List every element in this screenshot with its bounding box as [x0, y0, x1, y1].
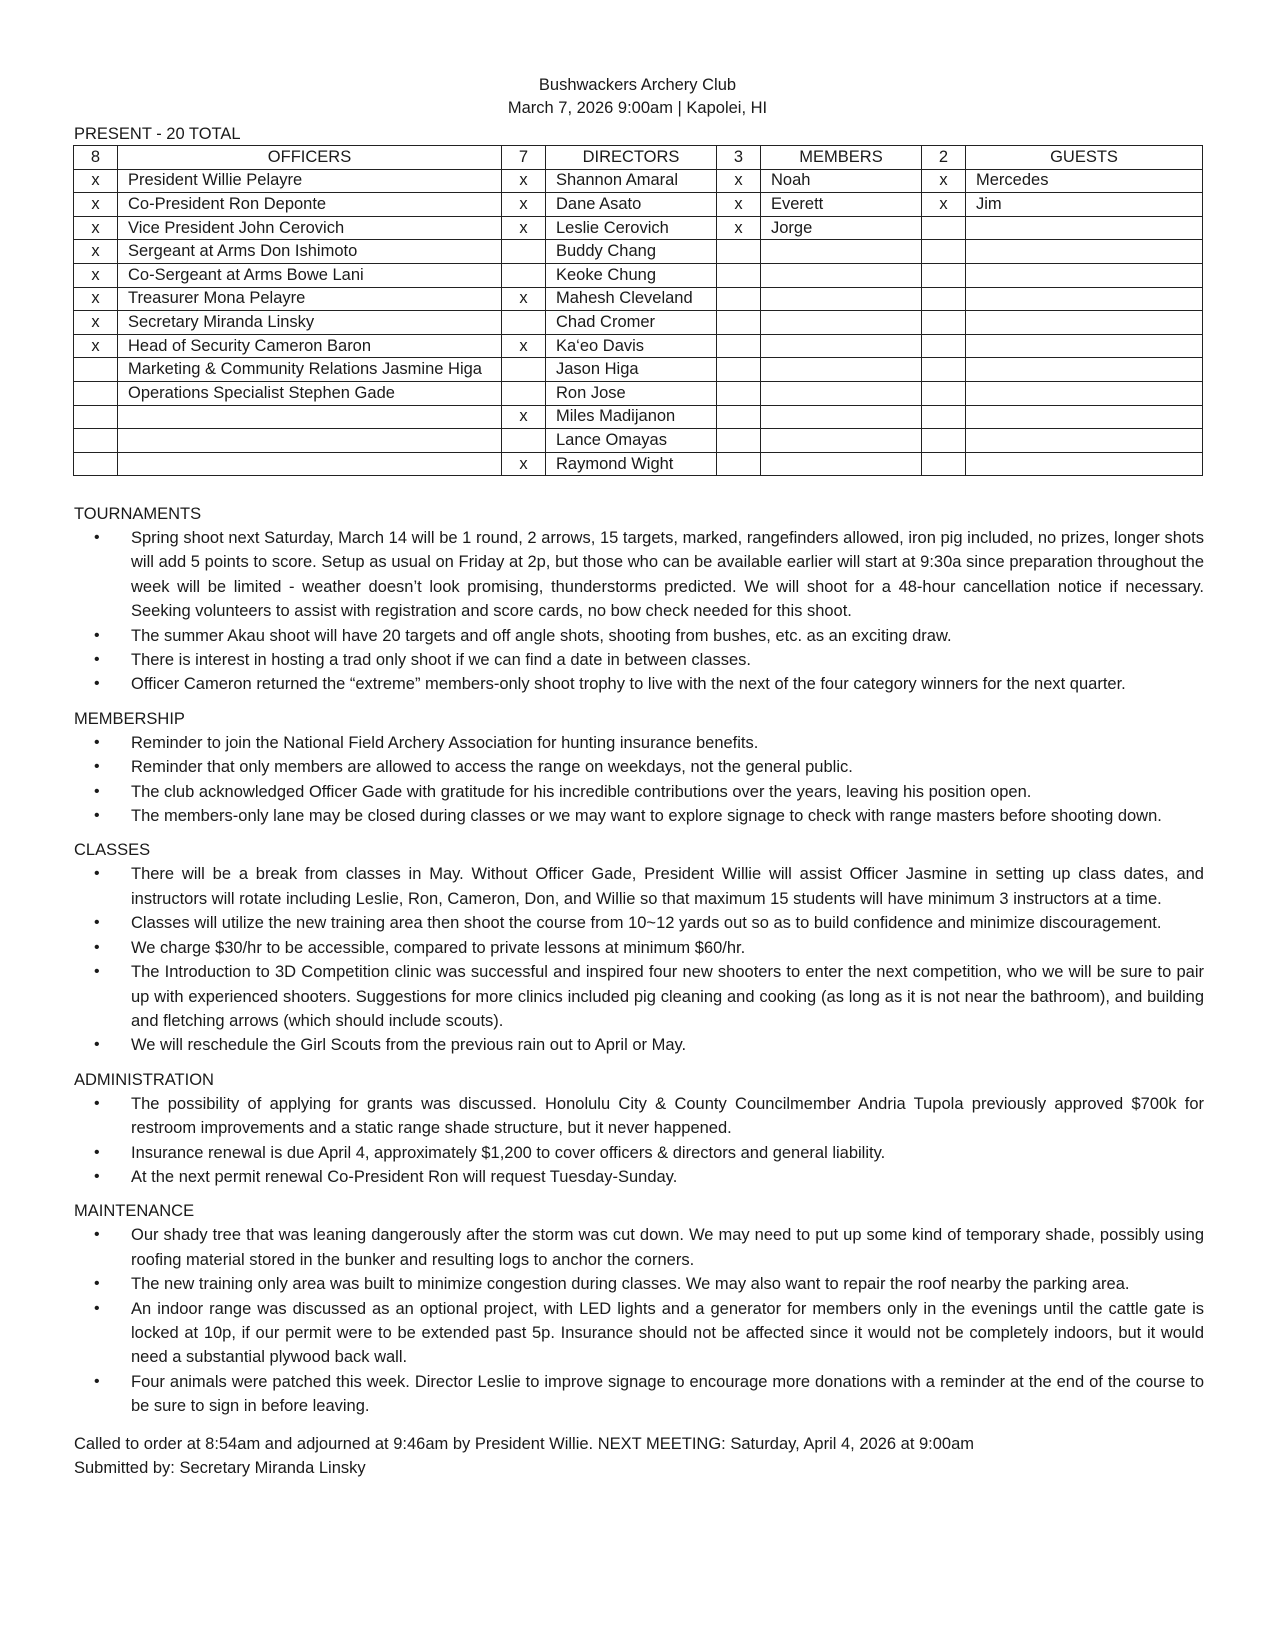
attendance-header-row	[74, 146, 1203, 170]
attendance-row	[74, 381, 1203, 405]
list-item	[74, 624, 1204, 648]
list-item-text: The Introduction to 3D Competition clinic was successful and inspired four new shooters to enter the next competition, who we will be sure to pair up with experienced shooters. Suggestions for more clinics included pig cleaning and cooking (as long as it is not near the bathroom), and building and fletching arrows (which should include scouts).	[131, 963, 1204, 1030]
guest-check-cell	[922, 216, 966, 240]
bullet-icon: •	[94, 914, 100, 932]
minutes-body	[74, 502, 1204, 1480]
list-item-text: An indoor range was discussed as an optional project, with LED lights and a generator for members only in the evenings until the cattle gate is locked at 10p, if our permit were to be extended past 5p. Insurance should not be affected since it would not be completely indoors, but it would need a substantial plywood back wall.	[131, 1299, 1204, 1367]
director-check-cell	[502, 381, 546, 405]
member-name-cell	[761, 405, 922, 429]
member-check-cell	[717, 429, 761, 453]
member-check-cell: x	[717, 193, 761, 217]
list-item	[74, 936, 1204, 960]
header-director-name: DIRECTORS	[546, 146, 717, 170]
guest-name-cell	[966, 263, 1203, 287]
section-membership	[74, 707, 1204, 829]
member-check-cell: x	[717, 216, 761, 240]
list-item	[74, 1033, 1204, 1057]
list-item-text: The new training only area was built to minimize congestion during classes. We may also want to repair the roof nearby the parking area.	[131, 1275, 1130, 1294]
guest-check-cell	[922, 311, 966, 335]
guest-name-cell	[966, 381, 1203, 405]
bullet-icon: •	[94, 1226, 100, 1244]
list-item	[74, 731, 1204, 755]
officer-check-cell: x	[74, 334, 118, 358]
guest-check-cell	[922, 240, 966, 264]
director-name-cell: Shannon Amaral	[546, 169, 717, 193]
attendance-row	[74, 216, 1203, 240]
bullet-icon: •	[94, 938, 100, 956]
guest-name-cell: Jim	[966, 193, 1203, 217]
header-guest-check: 2	[922, 146, 966, 170]
officer-name-cell: Co-President Ron Deponte	[118, 193, 502, 217]
header-director-check: 7	[502, 146, 546, 170]
guest-check-cell	[922, 405, 966, 429]
member-check-cell	[717, 311, 761, 335]
list-item	[74, 1141, 1204, 1165]
attendance-row	[74, 287, 1203, 311]
officer-name-cell	[118, 405, 502, 429]
guest-name-cell	[966, 311, 1203, 335]
director-check-cell	[502, 358, 546, 382]
bullet-icon: •	[94, 1036, 100, 1054]
club-name: Bushwackers Archery Club	[538, 76, 737, 94]
list-item	[74, 960, 1204, 1033]
director-check-cell	[502, 311, 546, 335]
list-item-text: The summer Akau shoot will have 20 targets and off angle shots, shooting from bushes, etc. as an exciting draw.	[131, 626, 952, 645]
member-name-cell	[761, 358, 922, 382]
bullet-icon: •	[94, 1143, 100, 1161]
list-item-text: We charge $30/hr to be accessible, compared to private lessons at minimum $60/hr.	[131, 938, 746, 957]
director-name-cell: Chad Cromer	[546, 311, 717, 335]
list-item-text: We will reschedule the Girl Scouts from the previous rain out to April or May.	[131, 1036, 687, 1055]
list-item	[74, 1297, 1204, 1370]
bullet-icon: •	[94, 865, 100, 883]
list-item	[74, 780, 1204, 804]
member-name-cell	[761, 263, 922, 287]
officer-name-cell	[118, 429, 502, 453]
section-title: MAINTENANCE	[74, 1202, 195, 1221]
officer-check-cell	[74, 405, 118, 429]
guest-name-cell: Mercedes	[966, 169, 1203, 193]
director-check-cell	[502, 429, 546, 453]
member-check-cell	[717, 287, 761, 311]
list-item	[74, 1092, 1204, 1141]
bullet-icon: •	[94, 651, 100, 669]
list-item-text: Four animals were patched this week. Director Leslie to improve signage to encourage more donations with a reminder at the end of the course to be sure to sign in before leaving.	[131, 1372, 1204, 1416]
attendance-table	[73, 145, 1203, 476]
list-item-text: Reminder that only members are allowed to access the range on weekdays, not the general public.	[131, 758, 853, 777]
director-check-cell: x	[502, 193, 546, 217]
attendance-row	[74, 452, 1203, 476]
attendance-row	[74, 311, 1203, 335]
director-check-cell: x	[502, 405, 546, 429]
officer-check-cell	[74, 381, 118, 405]
guest-check-cell	[922, 263, 966, 287]
list-item	[74, 862, 1204, 911]
guest-name-cell	[966, 287, 1203, 311]
member-name-cell: Noah	[761, 169, 922, 193]
guest-name-cell	[966, 405, 1203, 429]
officer-check-cell: x	[74, 193, 118, 217]
member-check-cell: x	[717, 169, 761, 193]
list-item	[74, 1370, 1204, 1419]
bullet-icon: •	[94, 963, 100, 981]
guest-name-cell	[966, 240, 1203, 264]
officer-name-cell: Sergeant at Arms Don Ishimoto	[118, 240, 502, 264]
list-item-text: Reminder to join the National Field Archery Association for hunting insurance benefits.	[131, 733, 759, 752]
list-item-text: Officer Cameron returned the “extreme” members-only shoot trophy to live with the next of the four category winners for the next quarter.	[131, 675, 1126, 694]
list-item-text: At the next permit renewal Co-President Ron will request Tuesday-Sunday.	[131, 1167, 678, 1186]
member-check-cell	[717, 263, 761, 287]
submitted-by-line: Submitted by: Secretary Miranda Linsky	[74, 1458, 366, 1477]
director-check-cell: x	[502, 216, 546, 240]
guest-name-cell	[966, 452, 1203, 476]
list-item-text: Spring shoot next Saturday, March 14 will be 1 round, 2 arrows, 15 targets, marked, rangefinders allowed, iron pig included, no prizes, longer shots will add 5 points to score. Setup as usual on Friday at 2p, but those who can be available earlier will start at 9:30a since preparation throughout the week will be limited - weather doesn’t look promising, thunderstorms predicted. We will shoot for a 48-hour cancellation notice if necessary. Seeking volunteers to assist with registration and score cards, no bow check needed for this shoot.	[131, 529, 1204, 621]
bullet-icon: •	[94, 782, 100, 800]
bullet-icon: •	[94, 529, 100, 546]
director-name-cell: Ron Jose	[546, 381, 717, 405]
member-check-cell	[717, 358, 761, 382]
director-name-cell: Ka‘eo Davis	[546, 334, 717, 358]
member-name-cell	[761, 287, 922, 311]
bullet-list	[74, 526, 1204, 697]
list-item-text: The club acknowledged Officer Gade with gratitude for his incredible contributions over the years, leaving his position open.	[131, 782, 1032, 801]
section-title: CLASSES	[74, 841, 151, 860]
list-item-text: Classes will utilize the new training area then shoot the course from 10~12 yards out so as to build confidence and minimize discouragement.	[131, 914, 1162, 933]
adjournment-line: Called to order at 8:54am and adjourned at 9:46am by President Willie. NEXT MEETING: Saturday, April 4, 2026 at 9:00am	[74, 1434, 975, 1453]
section-administration	[74, 1068, 1204, 1190]
director-check-cell	[502, 240, 546, 264]
officer-check-cell: x	[74, 216, 118, 240]
member-check-cell	[717, 240, 761, 264]
officer-name-cell: Secretary Miranda Linsky	[118, 311, 502, 335]
director-name-cell: Keoke Chung	[546, 263, 717, 287]
guest-check-cell	[922, 287, 966, 311]
member-name-cell	[761, 452, 922, 476]
member-name-cell: Everett	[761, 193, 922, 217]
bullet-icon: •	[94, 1167, 100, 1185]
director-name-cell: Buddy Chang	[546, 240, 717, 264]
attendance-row	[74, 429, 1203, 453]
list-item	[74, 1165, 1204, 1189]
list-item	[74, 526, 1204, 624]
bullet-icon: •	[94, 1372, 100, 1390]
officer-check-cell: x	[74, 240, 118, 264]
officer-check-cell: x	[74, 169, 118, 193]
attendance-row	[74, 334, 1203, 358]
member-name-cell	[761, 429, 922, 453]
header-member-check: 3	[717, 146, 761, 170]
bullet-icon: •	[94, 758, 100, 776]
officer-name-cell: Vice President John Cerovich	[118, 216, 502, 240]
guest-name-cell	[966, 334, 1203, 358]
attendance-row	[74, 263, 1203, 287]
list-item-text: There will be a break from classes in May. Without Officer Gade, President Willie will assist Officer Jasmine in setting up class dates, and instructors will rotate including Leslie, Ron, Cameron, Don, and Willie so that maximum 15 students will have minimum 3 instructors at a time.	[131, 865, 1204, 908]
meeting-date-location: March 7, 2026 9:00am | Kapolei, HI	[507, 99, 768, 117]
bullet-list	[74, 1092, 1204, 1190]
list-item-text: Insurance renewal is due April 4, approximately $1,200 to cover officers & directors and general liability.	[131, 1143, 886, 1162]
header-member-name: MEMBERS	[761, 146, 922, 170]
officer-check-cell: x	[74, 287, 118, 311]
bullet-list	[74, 731, 1204, 829]
guest-check-cell	[922, 452, 966, 476]
director-name-cell: Raymond Wight	[546, 452, 717, 476]
present-total: PRESENT - 20 TOTAL	[74, 125, 241, 143]
document-header	[0, 74, 1275, 120]
member-check-cell	[717, 405, 761, 429]
guest-check-cell	[922, 334, 966, 358]
section-tournaments	[74, 502, 1204, 697]
guest-name-cell	[966, 358, 1203, 382]
director-check-cell: x	[502, 452, 546, 476]
officer-check-cell	[74, 358, 118, 382]
section-title: TOURNAMENTS	[74, 505, 202, 523]
list-item	[74, 911, 1204, 935]
header-officer-name: OFFICERS	[118, 146, 502, 170]
guest-name-cell	[966, 429, 1203, 453]
director-check-cell: x	[502, 334, 546, 358]
list-item-text: The possibility of applying for grants was discussed. Honolulu City & County Councilmember Andria Tupola previously approved $700k for restroom improvements and a static range shade structure, but it never happened.	[131, 1094, 1204, 1138]
officer-check-cell: x	[74, 263, 118, 287]
director-name-cell: Jason Higa	[546, 358, 717, 382]
attendance-row	[74, 405, 1203, 429]
officer-name-cell: Co-Sergeant at Arms Bowe Lani	[118, 263, 502, 287]
guest-check-cell	[922, 381, 966, 405]
officer-check-cell: x	[74, 311, 118, 335]
list-item-text: There is interest in hosting a trad only shoot if we can find a date in between classes.	[131, 651, 752, 670]
attendance-row	[74, 193, 1203, 217]
officer-check-cell	[74, 452, 118, 476]
minutes-footer	[74, 1432, 1204, 1480]
list-item-text: Our shady tree that was leaning dangerously after the storm was cut down. We may need to put up some kind of temporary shade, possibly using roofing material stored in the bunker and resulting logs to anchor the corners.	[131, 1226, 1204, 1269]
officer-name-cell: Treasurer Mona Pelayre	[118, 287, 502, 311]
bullet-icon: •	[94, 733, 100, 751]
member-name-cell	[761, 311, 922, 335]
officer-name-cell: President Willie Pelayre	[118, 169, 502, 193]
director-name-cell: Miles Madijanon	[546, 405, 717, 429]
officer-name-cell: Marketing & Community Relations Jasmine Higa	[118, 358, 502, 382]
guest-check-cell: x	[922, 169, 966, 193]
section-classes	[74, 838, 1204, 1057]
officer-name-cell	[118, 452, 502, 476]
director-name-cell: Dane Asato	[546, 193, 717, 217]
director-name-cell: Leslie Cerovich	[546, 216, 717, 240]
section-title: MEMBERSHIP	[74, 709, 185, 728]
bullet-list	[74, 862, 1204, 1057]
attendance-row	[74, 358, 1203, 382]
member-check-cell	[717, 452, 761, 476]
bullet-icon: •	[94, 1299, 100, 1317]
bullet-icon: •	[94, 675, 100, 693]
director-check-cell: x	[502, 287, 546, 311]
member-name-cell	[761, 240, 922, 264]
member-name-cell: Jorge	[761, 216, 922, 240]
list-item	[74, 672, 1204, 696]
member-check-cell	[717, 334, 761, 358]
list-item	[74, 1272, 1204, 1296]
director-check-cell: x	[502, 169, 546, 193]
section-title: ADMINISTRATION	[74, 1070, 214, 1089]
director-name-cell: Mahesh Cleveland	[546, 287, 717, 311]
list-item	[74, 755, 1204, 779]
member-check-cell	[717, 381, 761, 405]
guest-check-cell: x	[922, 193, 966, 217]
list-item	[74, 648, 1204, 672]
header-officer-check: 8	[74, 146, 118, 170]
officer-name-cell: Operations Specialist Stephen Gade	[118, 381, 502, 405]
bullet-icon: •	[94, 626, 100, 644]
attendance-row	[74, 169, 1203, 193]
member-name-cell	[761, 334, 922, 358]
attendance-row	[74, 240, 1203, 264]
bullet-list	[74, 1223, 1204, 1418]
bullet-icon: •	[94, 807, 100, 825]
header-guest-name: GUESTS	[966, 146, 1203, 170]
director-check-cell	[502, 263, 546, 287]
officer-check-cell	[74, 429, 118, 453]
bullet-icon: •	[94, 1094, 100, 1112]
member-name-cell	[761, 381, 922, 405]
officer-name-cell: Head of Security Cameron Baron	[118, 334, 502, 358]
list-item	[74, 1223, 1204, 1272]
director-name-cell: Lance Omayas	[546, 429, 717, 453]
list-item	[74, 804, 1204, 828]
guest-check-cell	[922, 358, 966, 382]
guest-name-cell	[966, 216, 1203, 240]
bullet-icon: •	[94, 1275, 100, 1293]
list-item-text: The members-only lane may be closed during classes or we may want to explore signage to check with range masters before shooting down.	[131, 807, 1162, 826]
section-maintenance	[74, 1199, 1204, 1418]
guest-check-cell	[922, 429, 966, 453]
